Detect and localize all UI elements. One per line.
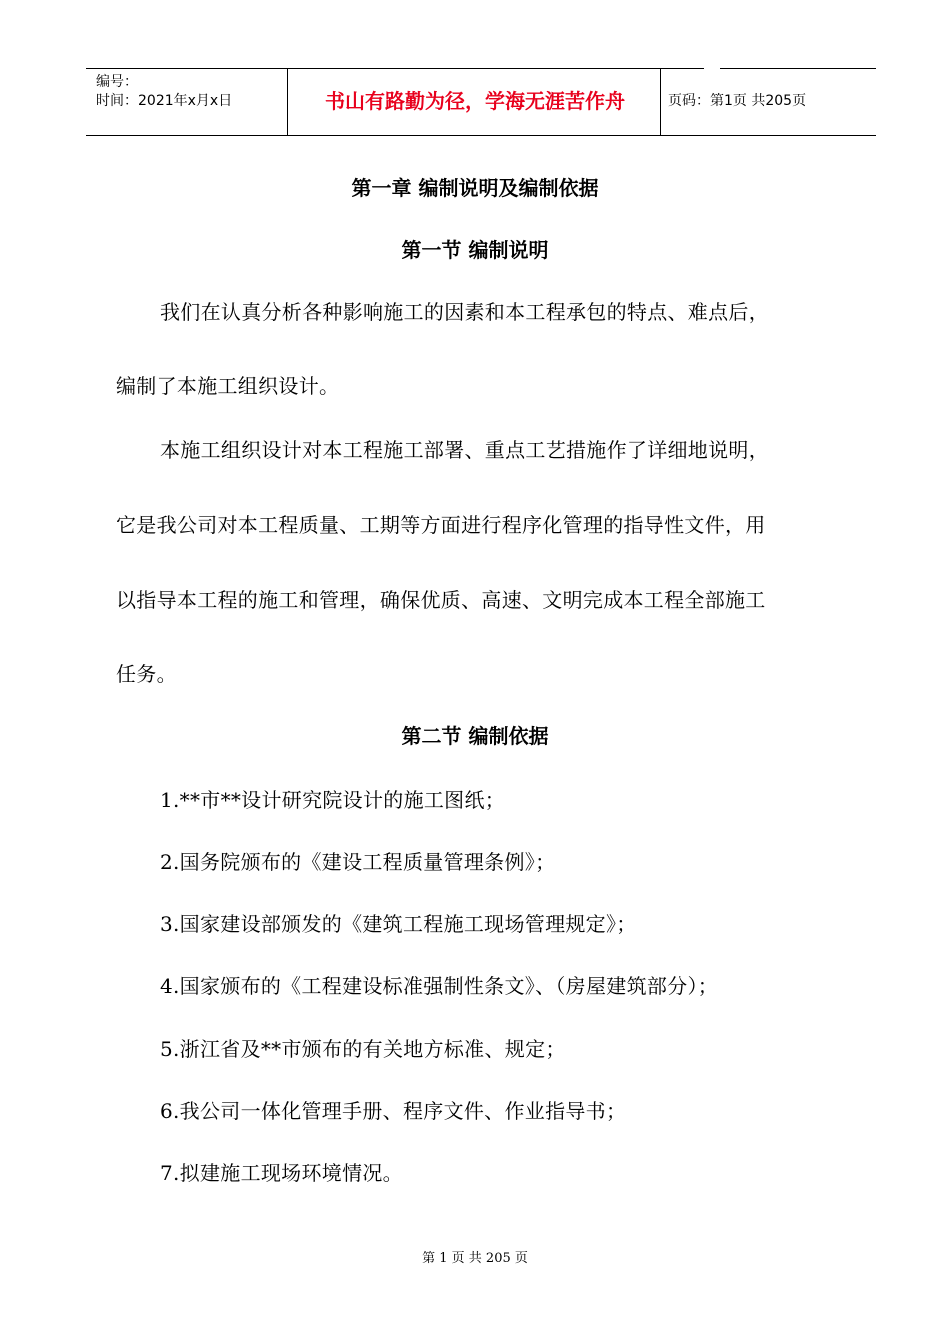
header-meta (94, 68, 284, 135)
section-title-2: 第二节 编制依据 (401, 724, 549, 748)
paragraph-line: 本施工组织设计对本工程施工部署、重点工艺措施作了详细地说明， (160, 438, 769, 462)
header-number-label: 编号： (96, 74, 138, 90)
header-divider-1 (287, 68, 288, 135)
page-footer: 第 1 页 共 205 页 (422, 1251, 528, 1266)
list-item: 4.国家颁布的《工程建设标准强制性条文》、（房屋建筑部分）； (160, 974, 719, 998)
paragraph-line: 我们在认真分析各种影响施工的因素和本工程承包的特点、难点后， (160, 300, 769, 324)
header-time-label: 时间：2021年x月x日 (96, 93, 233, 109)
header-motto: 书山有路勤为径，学海无涯苦作舟 (325, 89, 625, 113)
paragraph-line: 编制了本施工组织设计。 (116, 374, 340, 398)
paragraph-line: 以指导本工程的施工和管理，确保优质、高速、文明完成本工程全部施工 (116, 588, 766, 612)
list-item: 7.拟建施工现场环境情况。 (160, 1161, 403, 1185)
header-page-info: 页码：第1页 共205页 (668, 93, 807, 109)
list-item: 6.我公司一体化管理手册、程序文件、作业指导书； (160, 1099, 627, 1123)
page-header (86, 68, 876, 136)
list-item: 5.浙江省及**市颁布的有关地方标准、规定； (160, 1037, 566, 1061)
paragraph-line: 任务。 (116, 662, 177, 686)
section-title-1: 第一节 编制说明 (401, 238, 549, 262)
chapter-title: 第一章 编制说明及编制依据 (351, 176, 599, 200)
header-divider-2 (660, 68, 661, 135)
list-item: 2.国务院颁布的《建设工程质量管理条例》； (160, 850, 556, 874)
list-item: 3.国家建设部颁发的《建筑工程施工现场管理规定》； (160, 912, 637, 936)
paragraph-line: 它是我公司对本工程质量、工期等方面进行程序化管理的指导性文件，用 (116, 513, 766, 537)
list-item: 1.**市**设计研究院设计的施工图纸； (160, 788, 506, 812)
